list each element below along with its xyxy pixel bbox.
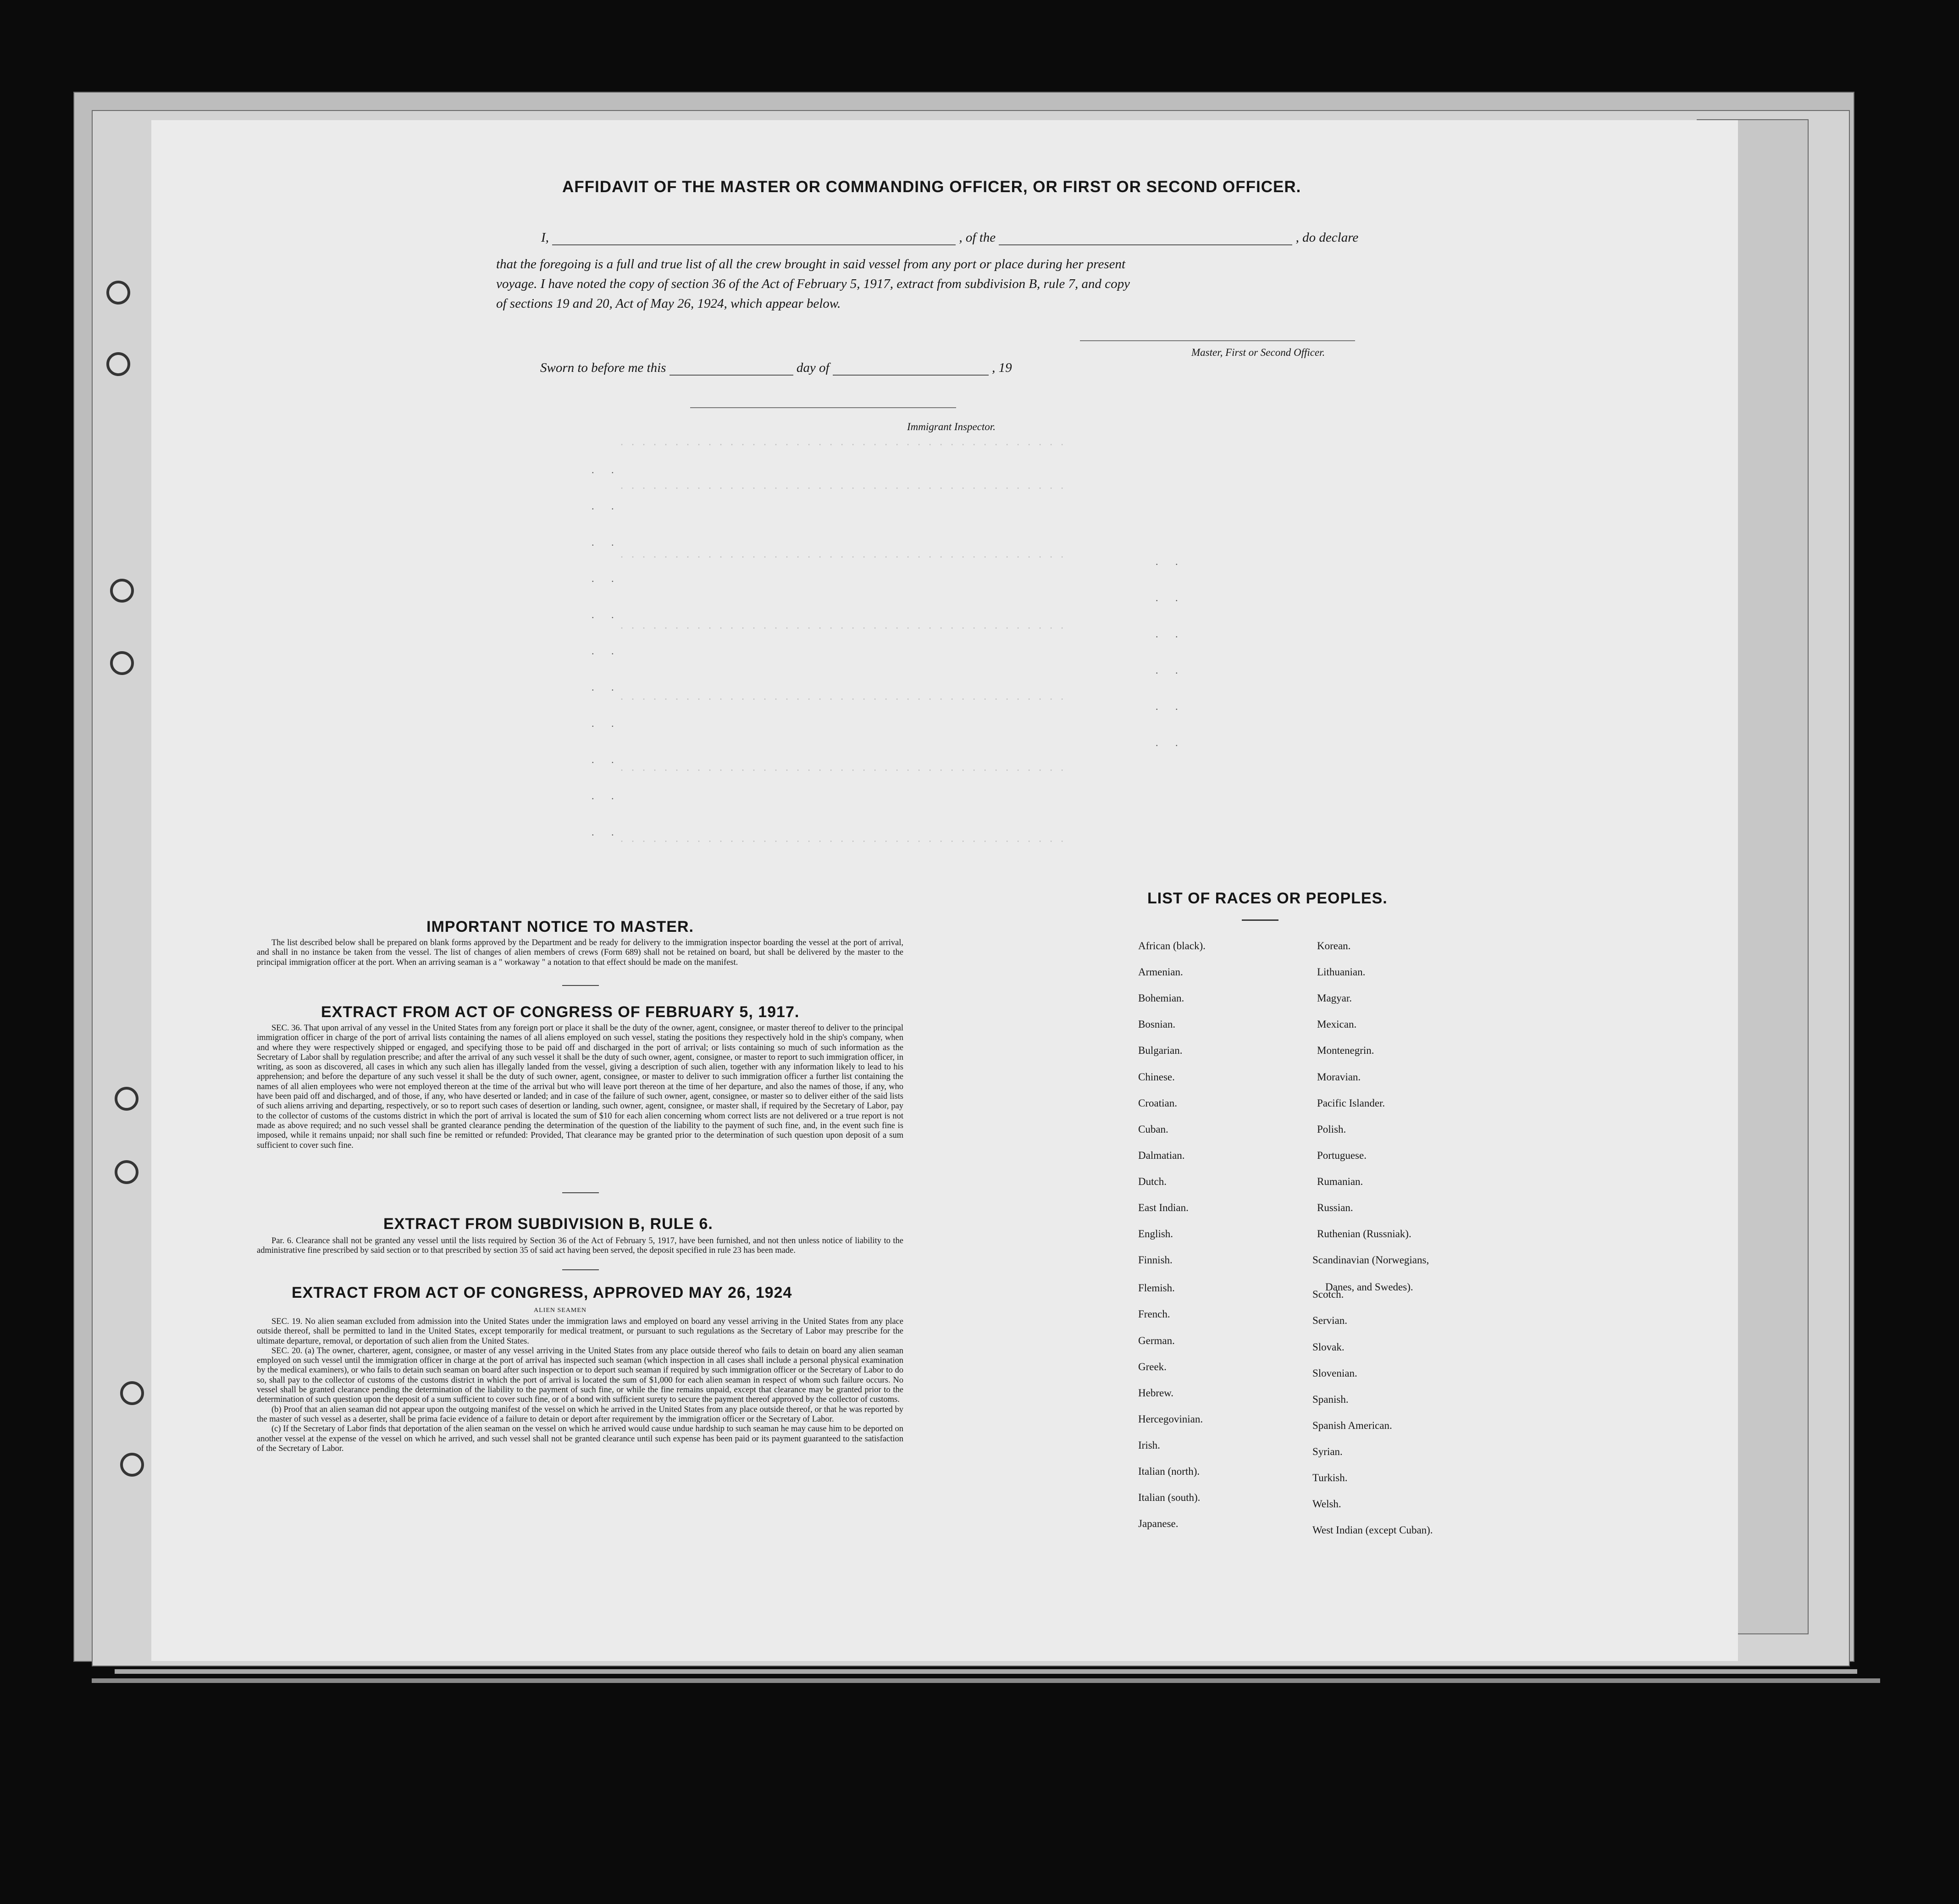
sheet-edge — [92, 1678, 1880, 1683]
race-item: Montenegrin. — [1317, 1045, 1374, 1057]
race-item: Croatian. — [1138, 1097, 1177, 1109]
race-item: Dalmatian. — [1138, 1149, 1185, 1161]
label-i: I, — [541, 230, 549, 245]
race-item: Korean. — [1317, 940, 1351, 952]
race-item: Greek. — [1138, 1361, 1167, 1373]
master-caption: Master, First or Second Officer. — [1191, 347, 1325, 358]
race-item: Italian (north). — [1138, 1466, 1200, 1477]
bleed-through: . . . . . . . . . . . . . . . . . . . . . . . . . . . . . . . . . . . . . . . . . — [619, 764, 1065, 774]
subdivision-b-body: Par. 6. Clearance shall not be granted any vessel until the lists required by Section 36 of the Act of February 5, 1917, have been furnished, and not then unless notice of liability to the administrative fine prescribed by said section or to that prescribed by section 35 of said act having been served, the deposit specified in rule 23 has been made. — [257, 1236, 903, 1256]
declaration-text: of sections 19 and 20, Act of May 26, 1924, which appear below. — [496, 296, 841, 311]
race-item: Russian. — [1317, 1202, 1353, 1213]
race-item: Scandinavian (Norwegians, — [1312, 1254, 1429, 1266]
race-item: Syrian. — [1312, 1445, 1343, 1457]
race-item: Flemish. — [1138, 1282, 1175, 1294]
race-item: Chinese. — [1138, 1071, 1175, 1083]
divider — [562, 1269, 599, 1270]
binder-hole — [106, 352, 130, 376]
divider — [562, 1192, 599, 1193]
race-item: Rumanian. — [1317, 1175, 1363, 1187]
year-label: , 19 — [992, 360, 1012, 375]
bleed-through: . . . . . . . . . . . . . . . . . . . . . . . . . . . . . . . . . . . . . . . . . — [619, 550, 1065, 561]
inspector-signature-line[interactable] — [690, 407, 956, 408]
race-item: Pacific Islander. — [1317, 1097, 1385, 1109]
extract-1917-title: EXTRACT FROM ACT OF CONGRESS OF FEBRUARY 5, 1917. — [321, 1003, 800, 1021]
race-item: Spanish. — [1312, 1393, 1349, 1405]
sworn-line — [540, 360, 1012, 376]
declaration-text: that the foregoing is a full and true list of all the crew brought in said vessel from any port or place during her present — [496, 257, 1126, 271]
inspector-caption: Immigrant Inspector. — [907, 421, 996, 432]
race-item: Turkish. — [1312, 1472, 1348, 1483]
binder-hole — [120, 1453, 144, 1477]
race-item: Magyar. — [1317, 992, 1352, 1004]
race-item: Portuguese. — [1317, 1149, 1367, 1161]
race-item: English. — [1138, 1228, 1173, 1240]
notice-body: The list described below shall be prepared on blank forms approved by the Department and be ready for delivery to the immigration inspector boarding the vessel at the port of arrival, and shall in no instance be taken from the vessel. The list of changes of alien members of crews (Form 689) shall not be retained on board, but shall be delivered by the master to the principal immigration officer at the port. When an arriving seaman is a " workaway " a notation to that effect should be made on the manifest. — [257, 938, 903, 967]
race-item: Finnish. — [1138, 1254, 1173, 1266]
race-item: Polish. — [1317, 1123, 1346, 1135]
sec-19: SEC. 19. No alien seaman excluded from admission into the United States under the immigration laws and employed on board any vessel arriving in the United States from any place outside thereof, shall be permitted to land in the United States, except temporarily for medical treatment, or pursuant to such regulations as the Secretary of Labor may prescribe for the ultimate departure, removal, or deportation of such alien from the United States. — [257, 1317, 903, 1346]
binder-hole — [120, 1381, 144, 1405]
divider — [1242, 919, 1278, 921]
race-item: West Indian (except Cuban). — [1312, 1524, 1433, 1536]
sworn-month-field[interactable] — [833, 375, 989, 376]
race-item: Servian. — [1312, 1315, 1348, 1327]
column-marks: . . . . . . . . . . . . . . . . . . . . . . — [592, 464, 621, 838]
label-do-declare: , do declare — [1295, 230, 1359, 245]
race-item: Ruthenian (Russniak). — [1317, 1228, 1411, 1240]
bleed-through: . . . . . . . . . . . . . . . . . . . . . . . . . . . . . . . . . . . . . . . . . — [619, 692, 1065, 703]
races-title: LIST OF RACES OR PEOPLES. — [1147, 890, 1388, 907]
race-item: Welsh. — [1312, 1498, 1341, 1510]
sec-20a: SEC. 20. (a) The owner, charterer, agent, consignee, or master of any vessel arriving in the United States from any place outside thereof who fails to detain on board any alien seaman employed on such vessel until the immigration officer in charge at the port of arrival has inspected such seaman (which inspection in all cases shall include a personal physical examination by the medical examiners), or who fails to detain such seaman on board after such inspection or to deport such seaman if required by such immigration officer or the Secretary of Labor to do so, shall pay to the collector of customs of the customs district in which the port of arrival is located the sum of $1,000 for each alien seaman in respect of whom such failure occurs. No vessel shall be granted clearance pending the determination of the liability to the payment of such fine, or while the fine remains unpaid, except that clearance may be granted prior to the determination of such question upon the deposit of a sum sufficient to cover such fine, or of a bond with sufficient surety to secure the payment thereof approved by the collector of customs. — [257, 1346, 903, 1405]
bleed-through: . . . . . . . . . . . . . . . . . . . . . . . . . . . . . . . . . . . . . . . . . — [619, 482, 1065, 492]
race-item: Slovak. — [1312, 1341, 1345, 1353]
sworn-label: Sworn to before me this — [540, 360, 666, 375]
sheet-edge — [115, 1669, 1857, 1674]
alien-seamen-subtitle: ALIEN SEAMEN — [534, 1307, 587, 1314]
race-item: Japanese. — [1138, 1518, 1179, 1530]
race-item: African (black). — [1138, 940, 1206, 952]
declaration-line — [541, 230, 1358, 245]
race-item: Dutch. — [1138, 1175, 1167, 1187]
race-item: Scotch. — [1312, 1289, 1344, 1301]
race-item: Mexican. — [1317, 1018, 1357, 1030]
divider — [562, 985, 599, 986]
binder-hole — [110, 651, 134, 675]
sworn-day-field[interactable] — [670, 375, 793, 376]
race-item: Hebrew. — [1138, 1387, 1174, 1399]
binder-hole — [106, 281, 130, 304]
binder-hole — [110, 579, 134, 603]
race-item: Cuban. — [1138, 1123, 1168, 1135]
race-item: Slovenian. — [1312, 1367, 1357, 1379]
label-of-the: , of the — [959, 230, 996, 245]
master-signature-line[interactable] — [1080, 340, 1355, 341]
race-item: Spanish American. — [1312, 1419, 1392, 1431]
column-marks: . . . . . . . . . . . . — [1156, 556, 1185, 748]
sec-20c: (c) If the Secretary of Labor finds that deportation of the alien seaman on the vessel on which he arrived would cause undue hardship to such seaman he may cause him to be deported on another vessel at the expense of the vessel on which he arrived, and such vessel shall not be granted clearance until such expense has been paid or its payment guaranteed to the satisfaction of the Secretary of Labor. — [257, 1424, 903, 1453]
subdivision-b-title: EXTRACT FROM SUBDIVISION B, RULE 6. — [383, 1215, 713, 1233]
race-item: Moravian. — [1317, 1071, 1361, 1083]
race-item: East Indian. — [1138, 1202, 1189, 1213]
binder-hole — [115, 1087, 138, 1111]
bleed-through: . . . . . . . . . . . . . . . . . . . . . . . . . . . . . . . . . . . . . . . . . — [619, 835, 1065, 845]
name-field[interactable] — [552, 244, 956, 245]
race-item: Bohemian. — [1138, 992, 1184, 1004]
affidavit-title: AFFIDAVIT OF THE MASTER OR COMMANDING OFFICER, OR FIRST OR SECOND OFFICER. — [562, 178, 1301, 196]
race-item: Bosnian. — [1138, 1018, 1176, 1030]
race-item: German. — [1138, 1334, 1175, 1346]
day-of-label: day of — [796, 360, 830, 375]
extract-1924-title: EXTRACT FROM ACT OF CONGRESS, APPROVED MAY 26, 1924 — [292, 1284, 792, 1301]
bleed-through: . . . . . . . . . . . . . . . . . . . . . . . . . . . . . . . . . . . . . . . . . — [619, 621, 1065, 632]
vessel-field[interactable] — [999, 244, 1292, 245]
extract-1917-body: SEC. 36. That upon arrival of any vessel in the United States from any foreign port or place it shall be the duty of the owner, agent, consignee, or master thereof to deliver to the principal immigration officer in charge of the port of arrival lists containing the names of all aliens employed on such vessel, stating the positions they respectively hold in the ship's company, when and where they were respectively shipped or engaged, and specifying those to be paid off and discharged in the port of arrival; or lists containing so much of such information as the Secretary of Labor shall by regulation prescribe; and after the arrival of any such vessel it shall be the duty of such owner, agent, consignee, or master to report to such immigration officer, in writing, as soon as discovered, all cases in which any such alien has illegally landed from the vessel, giving a description of such alien, together with any information likely to lead to his apprehension; and before the departure of any such vessel it shall be the duty of such owner, agent, consignee, or master to deliver to such immigration officer a further list containing the names of all alien employees who were not employed thereon at the time of the arrival but who will leave port thereon at the time of her departure, and also the names of those, if any, who have been paid off and discharged, and of those, if any, who have deserted or landed; and in case of the failure of such owner, agent, consignee, or master so to deliver either of the said lists of such aliens arriving and departing, respectively, or so to report such cases of desertion or landing, such owner, agent, consignee, or master shall, if required by the Secretary of Labor, pay to the collector of customs of the customs district in which the port of arrival is located the sum of $10 for each alien concerning whom correct lists are not delivered or a true report is not made as above required; and no such vessel shall be granted clearance pending the determination of the question of the liability to the payment of such fine, and, in the event such fine is imposed, while it remains unpaid; nor shall such fine be remitted or refunded: Provided, That clearance may be granted prior to the determination of such question upon deposit of a sum sufficient to cover such fine. — [257, 1024, 903, 1150]
binder-hole — [115, 1160, 138, 1184]
race-item: Armenian. — [1138, 966, 1183, 978]
race-item: French. — [1138, 1308, 1170, 1320]
sec-20b: (b) Proof that an alien seaman did not appear upon the outgoing manifest of the vessel on which he arrived in the United States from any place outside thereof, or that he was reported by the master of such vessel as a deserter, shall be prima facie evidence of a failure to detain or deport after requirement by the immigration officer or the Secretary of Labor. — [257, 1405, 903, 1424]
race-item: Bulgarian. — [1138, 1045, 1183, 1057]
race-item: Hercegovinian. — [1138, 1413, 1203, 1425]
race-item: Italian (south). — [1138, 1492, 1201, 1504]
race-item: Irish. — [1138, 1439, 1160, 1451]
declaration-text: voyage. I have noted the copy of section 36 of the Act of February 5, 1917, extract from subdivision B, rule 7, and copy — [496, 277, 1130, 291]
notice-title: IMPORTANT NOTICE TO MASTER. — [426, 918, 694, 935]
bleed-through: . . . . . . . . . . . . . . . . . . . . . . . . . . . . . . . . . . . . . . . . . — [619, 438, 1065, 448]
race-item: Danes, and Swedes). — [1325, 1281, 1413, 1293]
extract-1924-body — [257, 1317, 903, 1454]
race-item: Lithuanian. — [1317, 966, 1366, 978]
